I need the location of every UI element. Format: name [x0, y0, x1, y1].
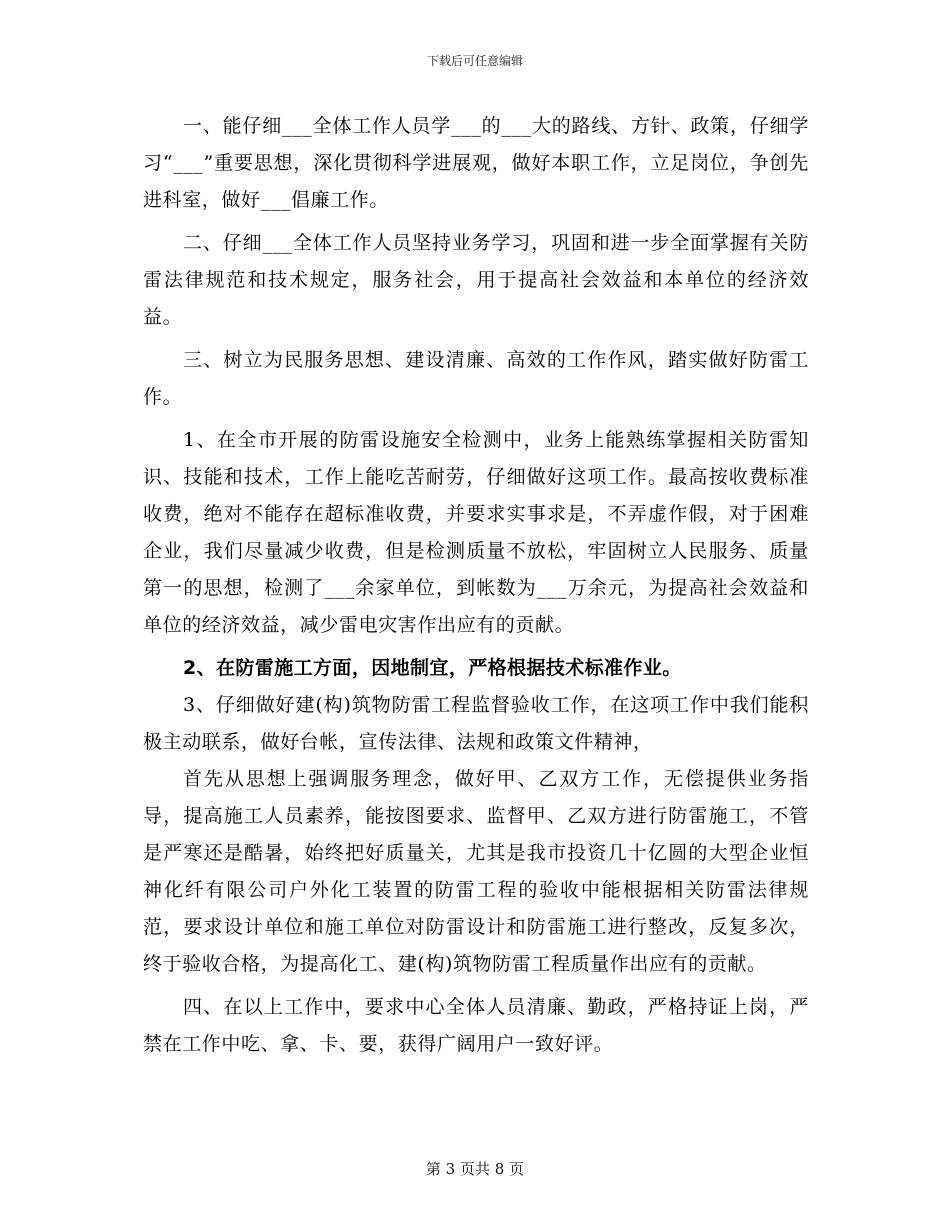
paragraph-5-bold: 2、在防雷施工方面，因地制宜，严格根据技术标准作业。 [183, 657, 682, 679]
paragraph-7: 首先从思想上强调服务理念，做好甲、乙双方工作，无偿提供业务指导，提高施工人员素养，能按图要求、监督甲、乙双方进行防雷施工，不管是严寒还是酷暑，始终把好质量关，尤其是我市投资几十亿圆的大型企业恒神化纤有限公司户外化工装置的防雷工程的验收中能根据相关防雷法律规范，要求设计单位和施工单位对防雷设计和防雷施工进行整改，反复多次，终于验收合格，为提高化工、建(构)筑物防雷工程质量作出应有的贡献。 [143, 768, 809, 975]
page-footer: 第 3 页共 8 页 [425, 1160, 525, 1178]
paragraph-6: 3、仔细做好建(构)筑物防雷工程监督验收工作，在这项工作中我们能积极主动联系，做好台帐，宣传法律、法规和政策文件精神， [143, 694, 809, 753]
document-body [143, 108, 809, 1063]
paragraph-1: 一、能仔细___全体工作人员学___的___大的路线、方针、政策，仔细学习“___”重要思想，深化贯彻科学进展观，做好本职工作，立足岗位，争创先进科室，做好___倡廉工作。 [143, 115, 809, 211]
paragraph-3: 三、树立为民服务思想、建设清廉、高效的工作作风，踏实做好防雷工作。 [143, 349, 809, 408]
paragraph-4: 1、在全市开展的防雷设施安全检测中，业务上能熟练掌握相关防雷知识、技能和技术，工作上能吃苦耐劳，仔细做好这项工作。最高按收费标准收费，绝对不能存在超标准收费，并要求实事求是，不弄虚作假，对于困难企业，我们尽量减少收费，但是检测质量不放松，牢固树立人民服务、质量第一的思想，检测了___余家单位，到帐数为___万余元，为提高社会效益和单位的经济效益，减少雷电灾害作出应有的贡献。 [143, 429, 809, 636]
page-header: 下载后可任意编辑 [426, 54, 523, 68]
paragraph-8: 四、在以上工作中，要求中心全体人员清廉、勤政，严格持证上岗，严禁在工作中吃、拿、卡、要，获得广阔用户一致好评。 [143, 996, 809, 1055]
paragraph-2: 二、仔细___全体工作人员坚持业务学习，巩固和进一步全面掌握有关防雷法律规范和技术规定，服务社会，用于提高社会效益和本单位的经济效益。 [143, 232, 809, 328]
